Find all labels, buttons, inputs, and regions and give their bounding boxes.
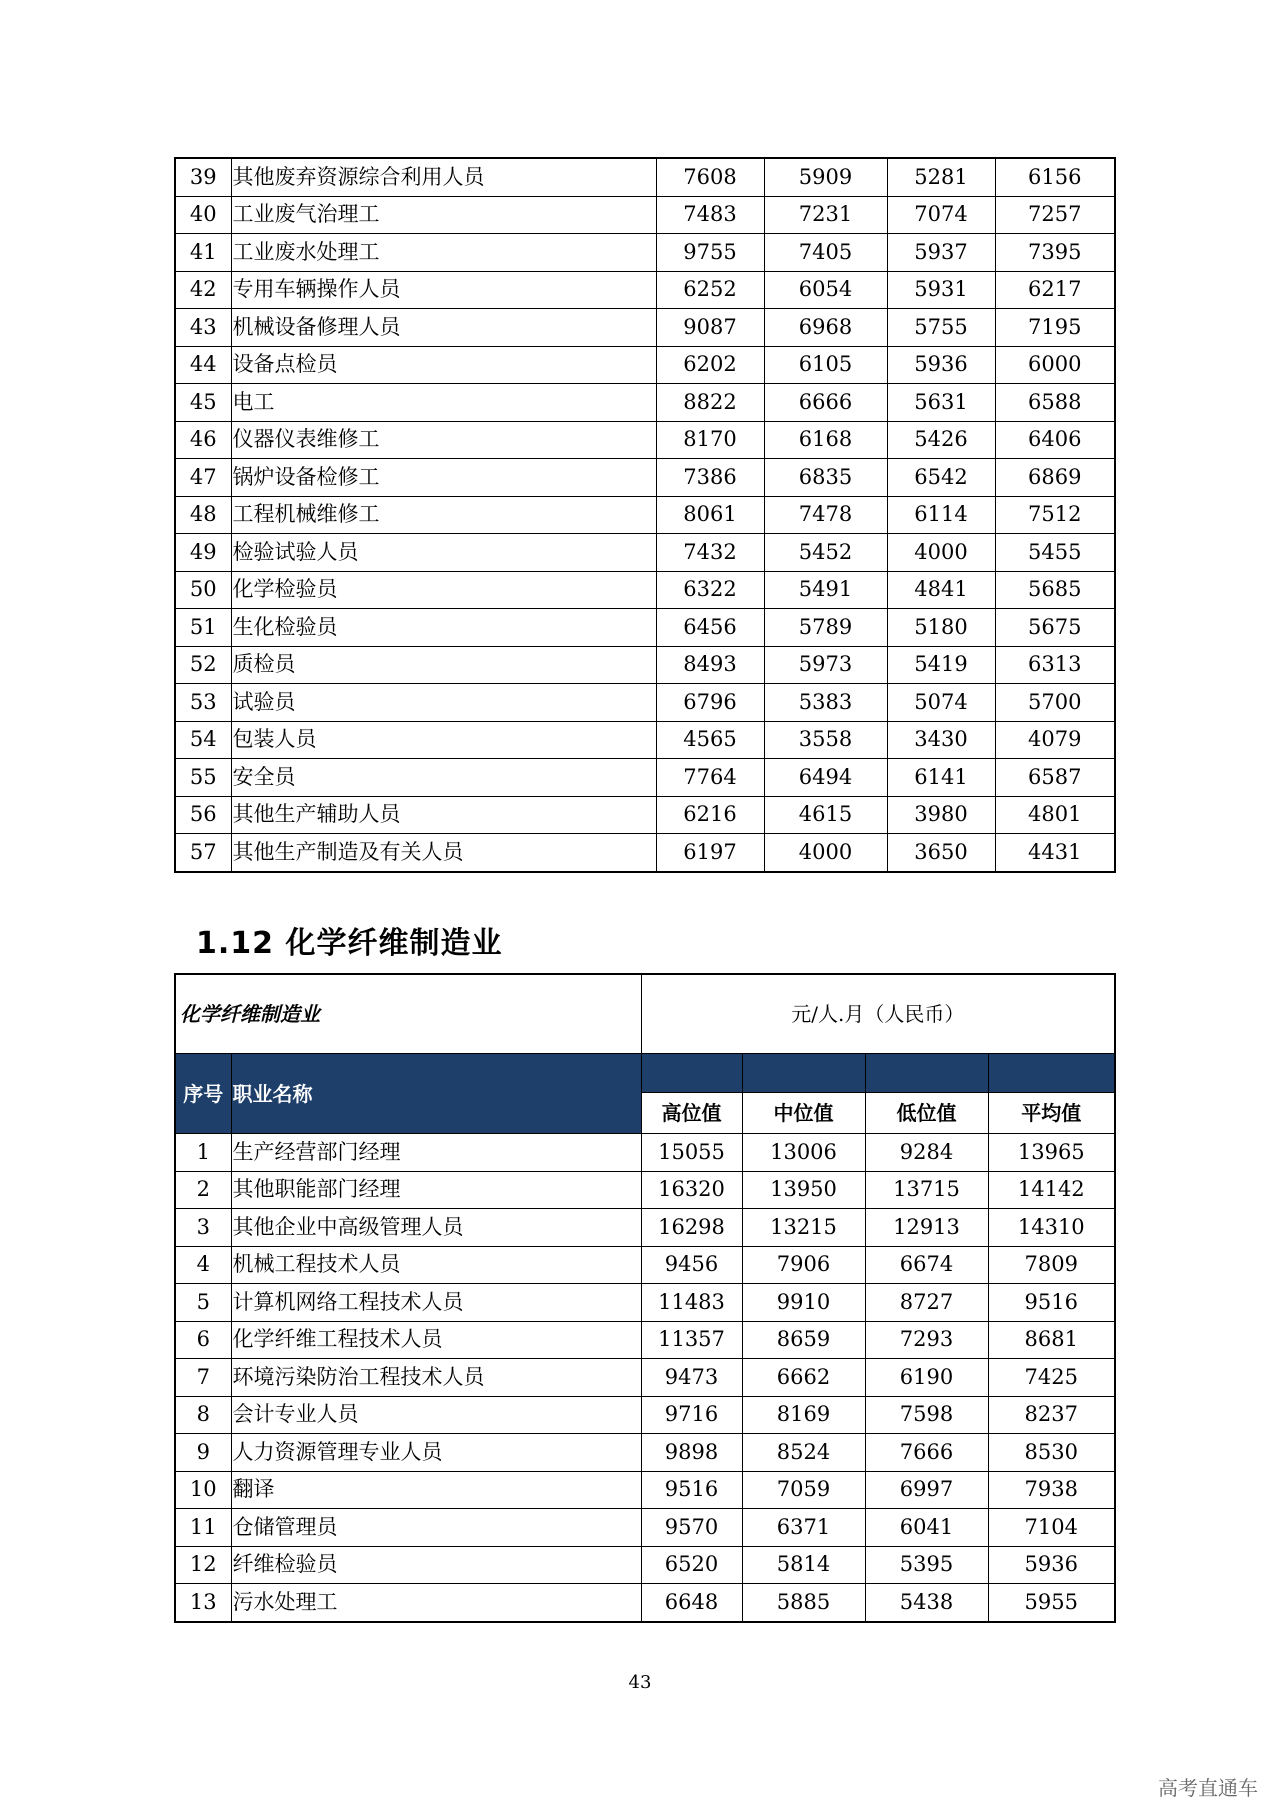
table-row <box>175 1246 1115 1284</box>
row-no: 46 <box>175 421 231 459</box>
table-row <box>175 1584 1115 1622</box>
row-no: 53 <box>175 684 231 722</box>
row-low: 9284 <box>865 1134 988 1172</box>
row-occupation: 包装人员 <box>231 721 656 759</box>
row-high: 9570 <box>641 1509 742 1547</box>
table-row <box>175 1434 1115 1472</box>
row-high: 9898 <box>641 1434 742 1472</box>
row-mid: 6662 <box>742 1359 865 1397</box>
row-no: 42 <box>175 271 231 309</box>
row-mid: 9910 <box>742 1284 865 1322</box>
table-row <box>175 1171 1115 1209</box>
row-no: 51 <box>175 609 231 647</box>
row-high: 16320 <box>641 1171 742 1209</box>
header-strip <box>865 1054 988 1093</box>
row-occupation: 锅炉设备检修工 <box>231 459 656 497</box>
table-row <box>175 271 1115 309</box>
table-row <box>175 571 1115 609</box>
table-row <box>175 1509 1115 1547</box>
row-mid: 3558 <box>764 721 887 759</box>
row-occupation: 检验试验人员 <box>231 534 656 572</box>
row-occupation: 仪器仪表维修工 <box>231 421 656 459</box>
row-low: 5426 <box>887 421 995 459</box>
row-occupation: 工业废水处理工 <box>231 234 656 272</box>
table-row <box>175 834 1115 872</box>
row-occupation: 计算机网络工程技术人员 <box>231 1284 641 1322</box>
row-avg: 9516 <box>988 1284 1115 1322</box>
row-occupation: 电工 <box>231 384 656 422</box>
row-no: 7 <box>175 1359 231 1397</box>
row-avg: 6869 <box>995 459 1115 497</box>
row-mid: 5789 <box>764 609 887 647</box>
table-row <box>175 158 1115 196</box>
row-avg: 7395 <box>995 234 1115 272</box>
row-no: 52 <box>175 646 231 684</box>
row-low: 6542 <box>887 459 995 497</box>
header-mid: 中位值 <box>742 1093 865 1134</box>
row-high: 9755 <box>656 234 764 272</box>
row-no: 41 <box>175 234 231 272</box>
row-no: 43 <box>175 309 231 347</box>
row-high: 6520 <box>641 1546 742 1584</box>
row-mid: 7478 <box>764 496 887 534</box>
row-occupation: 生化检验员 <box>231 609 656 647</box>
header-strip <box>988 1054 1115 1093</box>
row-avg: 6587 <box>995 759 1115 797</box>
table-row <box>175 1396 1115 1434</box>
header-high: 高位值 <box>641 1093 742 1134</box>
row-low: 5631 <box>887 384 995 422</box>
row-mid: 6105 <box>764 346 887 384</box>
row-low: 8727 <box>865 1284 988 1322</box>
row-high: 9087 <box>656 309 764 347</box>
row-no: 3 <box>175 1209 231 1247</box>
row-no: 11 <box>175 1509 231 1547</box>
row-avg: 4801 <box>995 796 1115 834</box>
watermark: 高考直通车 <box>1158 1776 1258 1800</box>
row-occupation: 环境污染防治工程技术人员 <box>231 1359 641 1397</box>
row-low: 4000 <box>887 534 995 572</box>
row-avg: 5455 <box>995 534 1115 572</box>
row-high: 7432 <box>656 534 764 572</box>
row-no: 40 <box>175 196 231 234</box>
header-low: 低位值 <box>865 1093 988 1134</box>
row-occupation: 机械工程技术人员 <box>231 1246 641 1284</box>
row-low: 5395 <box>865 1546 988 1584</box>
table-row <box>175 1471 1115 1509</box>
table-row <box>175 721 1115 759</box>
table-row <box>175 309 1115 347</box>
page-number: 43 <box>628 1672 652 1693</box>
row-occupation: 化学检验员 <box>231 571 656 609</box>
row-avg: 14310 <box>988 1209 1115 1247</box>
row-low: 12913 <box>865 1209 988 1247</box>
row-low: 5937 <box>887 234 995 272</box>
row-low: 6114 <box>887 496 995 534</box>
row-low: 3980 <box>887 796 995 834</box>
row-no: 12 <box>175 1546 231 1584</box>
row-avg: 8237 <box>988 1396 1115 1434</box>
row-occupation: 其他废弃资源综合利用人员 <box>231 158 656 196</box>
row-high: 9456 <box>641 1246 742 1284</box>
row-mid: 5452 <box>764 534 887 572</box>
row-high: 6252 <box>656 271 764 309</box>
row-low: 5438 <box>865 1584 988 1622</box>
row-avg: 7195 <box>995 309 1115 347</box>
row-avg: 4431 <box>995 834 1115 872</box>
row-low: 5419 <box>887 646 995 684</box>
row-low: 7666 <box>865 1434 988 1472</box>
row-low: 5936 <box>887 346 995 384</box>
row-low: 5281 <box>887 158 995 196</box>
header-no: 序号 <box>175 1054 231 1134</box>
row-high: 4565 <box>656 721 764 759</box>
row-avg: 5675 <box>995 609 1115 647</box>
header-avg: 平均值 <box>988 1093 1115 1134</box>
row-no: 2 <box>175 1171 231 1209</box>
row-high: 6216 <box>656 796 764 834</box>
section-title: 1.12 化学纤维制造业 <box>196 926 503 961</box>
row-occupation: 试验员 <box>231 684 656 722</box>
table-row <box>175 759 1115 797</box>
table-row <box>175 1134 1115 1172</box>
row-avg: 5685 <box>995 571 1115 609</box>
table-row <box>175 1321 1115 1359</box>
row-occupation: 其他企业中高级管理人员 <box>231 1209 641 1247</box>
row-low: 13715 <box>865 1171 988 1209</box>
row-occupation: 安全员 <box>231 759 656 797</box>
row-high: 7386 <box>656 459 764 497</box>
row-no: 13 <box>175 1584 231 1622</box>
table-row <box>175 196 1115 234</box>
row-mid: 13950 <box>742 1171 865 1209</box>
row-occupation: 污水处理工 <box>231 1584 641 1622</box>
row-avg: 5936 <box>988 1546 1115 1584</box>
row-mid: 6968 <box>764 309 887 347</box>
row-mid: 6835 <box>764 459 887 497</box>
row-avg: 8681 <box>988 1321 1115 1359</box>
row-high: 15055 <box>641 1134 742 1172</box>
table-row <box>175 1546 1115 1584</box>
header-strip <box>641 1054 742 1093</box>
row-high: 8822 <box>656 384 764 422</box>
row-occupation: 专用车辆操作人员 <box>231 271 656 309</box>
table-row <box>175 384 1115 422</box>
row-mid: 8524 <box>742 1434 865 1472</box>
row-mid: 5383 <box>764 684 887 722</box>
row-occupation: 会计专业人员 <box>231 1396 641 1434</box>
row-high: 11483 <box>641 1284 742 1322</box>
row-low: 3430 <box>887 721 995 759</box>
salary-table-continued <box>174 157 1116 873</box>
row-low: 6997 <box>865 1471 988 1509</box>
row-occupation: 工程机械维修工 <box>231 496 656 534</box>
row-mid: 13006 <box>742 1134 865 1172</box>
row-low: 6190 <box>865 1359 988 1397</box>
row-low: 5931 <box>887 271 995 309</box>
row-no: 44 <box>175 346 231 384</box>
row-high: 8170 <box>656 421 764 459</box>
row-occupation: 机械设备修理人员 <box>231 309 656 347</box>
table-row <box>175 234 1115 272</box>
row-no: 9 <box>175 1434 231 1472</box>
row-avg: 4079 <box>995 721 1115 759</box>
table-row <box>175 496 1115 534</box>
table-row <box>175 1209 1115 1247</box>
row-mid: 4615 <box>764 796 887 834</box>
row-mid: 7059 <box>742 1471 865 1509</box>
row-no: 8 <box>175 1396 231 1434</box>
row-mid: 4000 <box>764 834 887 872</box>
row-no: 5 <box>175 1284 231 1322</box>
row-mid: 5973 <box>764 646 887 684</box>
row-mid: 6168 <box>764 421 887 459</box>
row-mid: 8659 <box>742 1321 865 1359</box>
row-occupation: 工业废气治理工 <box>231 196 656 234</box>
row-no: 55 <box>175 759 231 797</box>
row-occupation: 化学纤维工程技术人员 <box>231 1321 641 1359</box>
row-mid: 6494 <box>764 759 887 797</box>
row-high: 6648 <box>641 1584 742 1622</box>
table-row <box>175 1284 1115 1322</box>
row-no: 49 <box>175 534 231 572</box>
row-low: 6141 <box>887 759 995 797</box>
industry-label: 化学纤维制造业 <box>175 974 641 1054</box>
row-no: 50 <box>175 571 231 609</box>
row-low: 5755 <box>887 309 995 347</box>
row-mid: 6054 <box>764 271 887 309</box>
row-no: 39 <box>175 158 231 196</box>
table-row <box>175 1359 1115 1397</box>
row-no: 48 <box>175 496 231 534</box>
row-high: 6197 <box>656 834 764 872</box>
row-avg: 7425 <box>988 1359 1115 1397</box>
row-high: 7483 <box>656 196 764 234</box>
row-high: 9473 <box>641 1359 742 1397</box>
row-high: 7608 <box>656 158 764 196</box>
row-mid: 7231 <box>764 196 887 234</box>
row-occupation: 生产经营部门经理 <box>231 1134 641 1172</box>
row-no: 57 <box>175 834 231 872</box>
chemical-fiber-salary-table <box>174 973 1116 1623</box>
row-mid: 7906 <box>742 1246 865 1284</box>
row-no: 54 <box>175 721 231 759</box>
row-avg: 5700 <box>995 684 1115 722</box>
row-avg: 6313 <box>995 646 1115 684</box>
row-occupation: 设备点检员 <box>231 346 656 384</box>
row-occupation: 纤维检验员 <box>231 1546 641 1584</box>
row-no: 10 <box>175 1471 231 1509</box>
row-occupation: 翻译 <box>231 1471 641 1509</box>
row-low: 6041 <box>865 1509 988 1547</box>
row-low: 6674 <box>865 1246 988 1284</box>
unit-label: 元/人.月（人民币） <box>641 974 1115 1054</box>
row-avg: 8530 <box>988 1434 1115 1472</box>
table-row <box>175 534 1115 572</box>
row-low: 7598 <box>865 1396 988 1434</box>
table-row <box>175 796 1115 834</box>
row-avg: 7938 <box>988 1471 1115 1509</box>
row-avg: 6000 <box>995 346 1115 384</box>
row-low: 5074 <box>887 684 995 722</box>
row-occupation: 其他生产制造及有关人员 <box>231 834 656 872</box>
row-occupation: 仓储管理员 <box>231 1509 641 1547</box>
row-no: 45 <box>175 384 231 422</box>
row-mid: 6371 <box>742 1509 865 1547</box>
row-avg: 7809 <box>988 1246 1115 1284</box>
header-name: 职业名称 <box>231 1054 641 1134</box>
row-avg: 6588 <box>995 384 1115 422</box>
table-row <box>175 459 1115 497</box>
row-occupation: 人力资源管理专业人员 <box>231 1434 641 1472</box>
row-low: 5180 <box>887 609 995 647</box>
row-avg: 6156 <box>995 158 1115 196</box>
row-mid: 5491 <box>764 571 887 609</box>
row-high: 7764 <box>656 759 764 797</box>
table-row <box>175 684 1115 722</box>
row-high: 6322 <box>656 571 764 609</box>
row-avg: 13965 <box>988 1134 1115 1172</box>
row-high: 6202 <box>656 346 764 384</box>
row-avg: 5955 <box>988 1584 1115 1622</box>
row-high: 8061 <box>656 496 764 534</box>
row-high: 6796 <box>656 684 764 722</box>
row-high: 8493 <box>656 646 764 684</box>
row-mid: 8169 <box>742 1396 865 1434</box>
header-strip <box>742 1054 865 1093</box>
row-high: 11357 <box>641 1321 742 1359</box>
row-high: 6456 <box>656 609 764 647</box>
table-row <box>175 421 1115 459</box>
row-avg: 6217 <box>995 271 1115 309</box>
row-mid: 5885 <box>742 1584 865 1622</box>
row-no: 56 <box>175 796 231 834</box>
row-mid: 5814 <box>742 1546 865 1584</box>
row-low: 7293 <box>865 1321 988 1359</box>
row-no: 47 <box>175 459 231 497</box>
row-high: 16298 <box>641 1209 742 1247</box>
row-no: 4 <box>175 1246 231 1284</box>
row-mid: 13215 <box>742 1209 865 1247</box>
row-low: 4841 <box>887 571 995 609</box>
row-occupation: 其他生产辅助人员 <box>231 796 656 834</box>
row-avg: 14142 <box>988 1171 1115 1209</box>
row-high: 9716 <box>641 1396 742 1434</box>
row-avg: 7104 <box>988 1509 1115 1547</box>
row-mid: 5909 <box>764 158 887 196</box>
row-mid: 7405 <box>764 234 887 272</box>
row-low: 3650 <box>887 834 995 872</box>
row-avg: 7512 <box>995 496 1115 534</box>
row-mid: 6666 <box>764 384 887 422</box>
row-avg: 6406 <box>995 421 1115 459</box>
row-no: 6 <box>175 1321 231 1359</box>
row-avg: 7257 <box>995 196 1115 234</box>
table-row <box>175 609 1115 647</box>
row-high: 9516 <box>641 1471 742 1509</box>
table-row <box>175 346 1115 384</box>
row-low: 7074 <box>887 196 995 234</box>
row-no: 1 <box>175 1134 231 1172</box>
row-occupation: 质检员 <box>231 646 656 684</box>
row-occupation: 其他职能部门经理 <box>231 1171 641 1209</box>
table-row <box>175 646 1115 684</box>
